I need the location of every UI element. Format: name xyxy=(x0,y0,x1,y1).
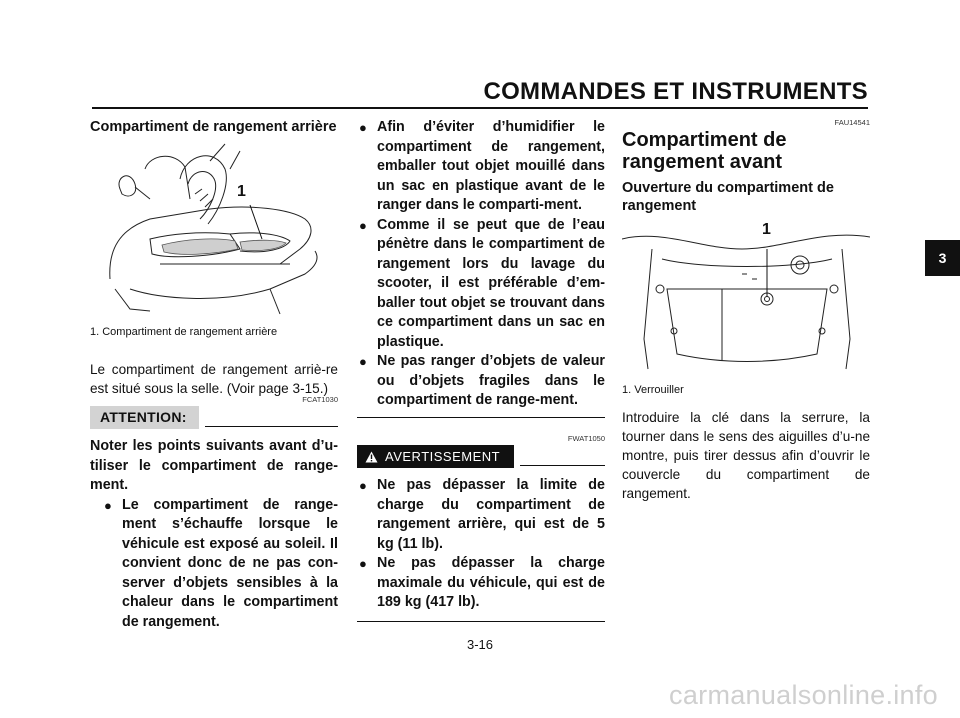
reference-code: FAU14541 xyxy=(834,118,870,127)
watermark: carmanualsonline.info xyxy=(669,680,938,710)
chapter-tab: 3 xyxy=(925,240,960,276)
header-rule xyxy=(92,107,868,109)
warning-bullets xyxy=(357,476,605,613)
attention-intro: Noter les points suivants avant d’u-tiliser le compartiment de range-ment. xyxy=(90,438,338,493)
section-rule xyxy=(357,621,605,623)
reference-code: FWAT1050 xyxy=(567,434,605,443)
bullet-icon: ● xyxy=(359,354,367,369)
warning-rule xyxy=(520,465,605,466)
column-middle xyxy=(357,118,605,622)
reference-code: FCAT1030 xyxy=(302,395,338,404)
attention-bullets xyxy=(102,496,338,633)
section-heading-front-storage: Compartiment de rangement avant xyxy=(622,129,787,173)
list-item: ● Ne pas dépasser la limite de charge du compartiment de rangement arrière, qui est de 5 kg (11 lb). xyxy=(359,477,605,552)
warning-banner xyxy=(357,445,605,468)
figure-front-storage xyxy=(622,219,870,385)
bullet-icon: ● xyxy=(359,556,367,571)
front-storage-illustration xyxy=(622,219,870,385)
bullet-icon: ● xyxy=(359,478,367,493)
page-number: 3-16 xyxy=(466,637,494,652)
list-item: ● Afin d’éviter d’humidifier le compartiment de rangement, emballer tout objet mouillé dans un sac en plastique avant de le ranger dans le comparti-ment. xyxy=(359,119,605,213)
figure-callout-1: 1 xyxy=(762,221,771,238)
scooter-rear-illustration xyxy=(90,139,338,319)
list-item: ● Ne pas dépasser la charge maximale du véhicule, qui est de 189 kg (417 lb). xyxy=(359,555,605,610)
page-header-title: COMMANDES ET INSTRUMENTS xyxy=(483,78,868,105)
section-rule xyxy=(357,417,605,419)
figure-caption: 1. Compartiment de rangement arrière xyxy=(90,326,278,338)
attention-rule xyxy=(205,426,338,427)
warning-triangle-icon xyxy=(365,451,378,463)
warning-label: AVERTISSEMENT xyxy=(385,449,501,464)
figure-rear-storage xyxy=(90,139,338,319)
list-item: ● Le compartiment de range-ment s’échauffe lorsque le véhicule est exposé au soleil. Il convient donc de ne pas con-server d’objets sensibles à la chaleur dans le compartiment de rangement. xyxy=(104,496,338,630)
column-left xyxy=(90,118,338,632)
list-item: ● Ne pas ranger d’objets de valeur ou d’objets fragiles dans le compartiment de range-ment. xyxy=(359,353,605,408)
bullet-icon: ● xyxy=(359,120,367,135)
attention-label: ATTENTION: xyxy=(90,406,199,429)
paragraph-rear-storage: Le compartiment de rangement arriè-re est situé sous la selle. (Voir page 3-15.) xyxy=(90,362,338,396)
paragraph-front-storage: Introduire la clé dans la serrure, la tourner dans le sens des aiguilles d’u-ne montre, puis tirer dessus afin d’ouvrir le couvercle du compartiment de rangement. xyxy=(622,410,870,501)
bullet-icon: ● xyxy=(359,217,367,233)
figure-callout-1: 1 xyxy=(237,183,246,200)
bullet-icon: ● xyxy=(104,497,112,513)
section-heading-rear-storage: Compartiment de rangement arrière xyxy=(90,119,337,135)
subsection-heading-opening: Ouverture du compartiment de rangement xyxy=(622,180,834,214)
attention-banner xyxy=(90,406,338,429)
attention-bullets-continued xyxy=(357,118,605,411)
figure-caption: 1. Verrouiller xyxy=(622,384,684,396)
list-item: ● Comme il se peut que de l’eau pénètre dans le compartiment de rangement lors du lavage du scooter, il est préférable d’em-baller tout objet se trouvant dans ce compartiment dans un sac en plastique. xyxy=(359,216,605,350)
column-right xyxy=(622,118,870,503)
